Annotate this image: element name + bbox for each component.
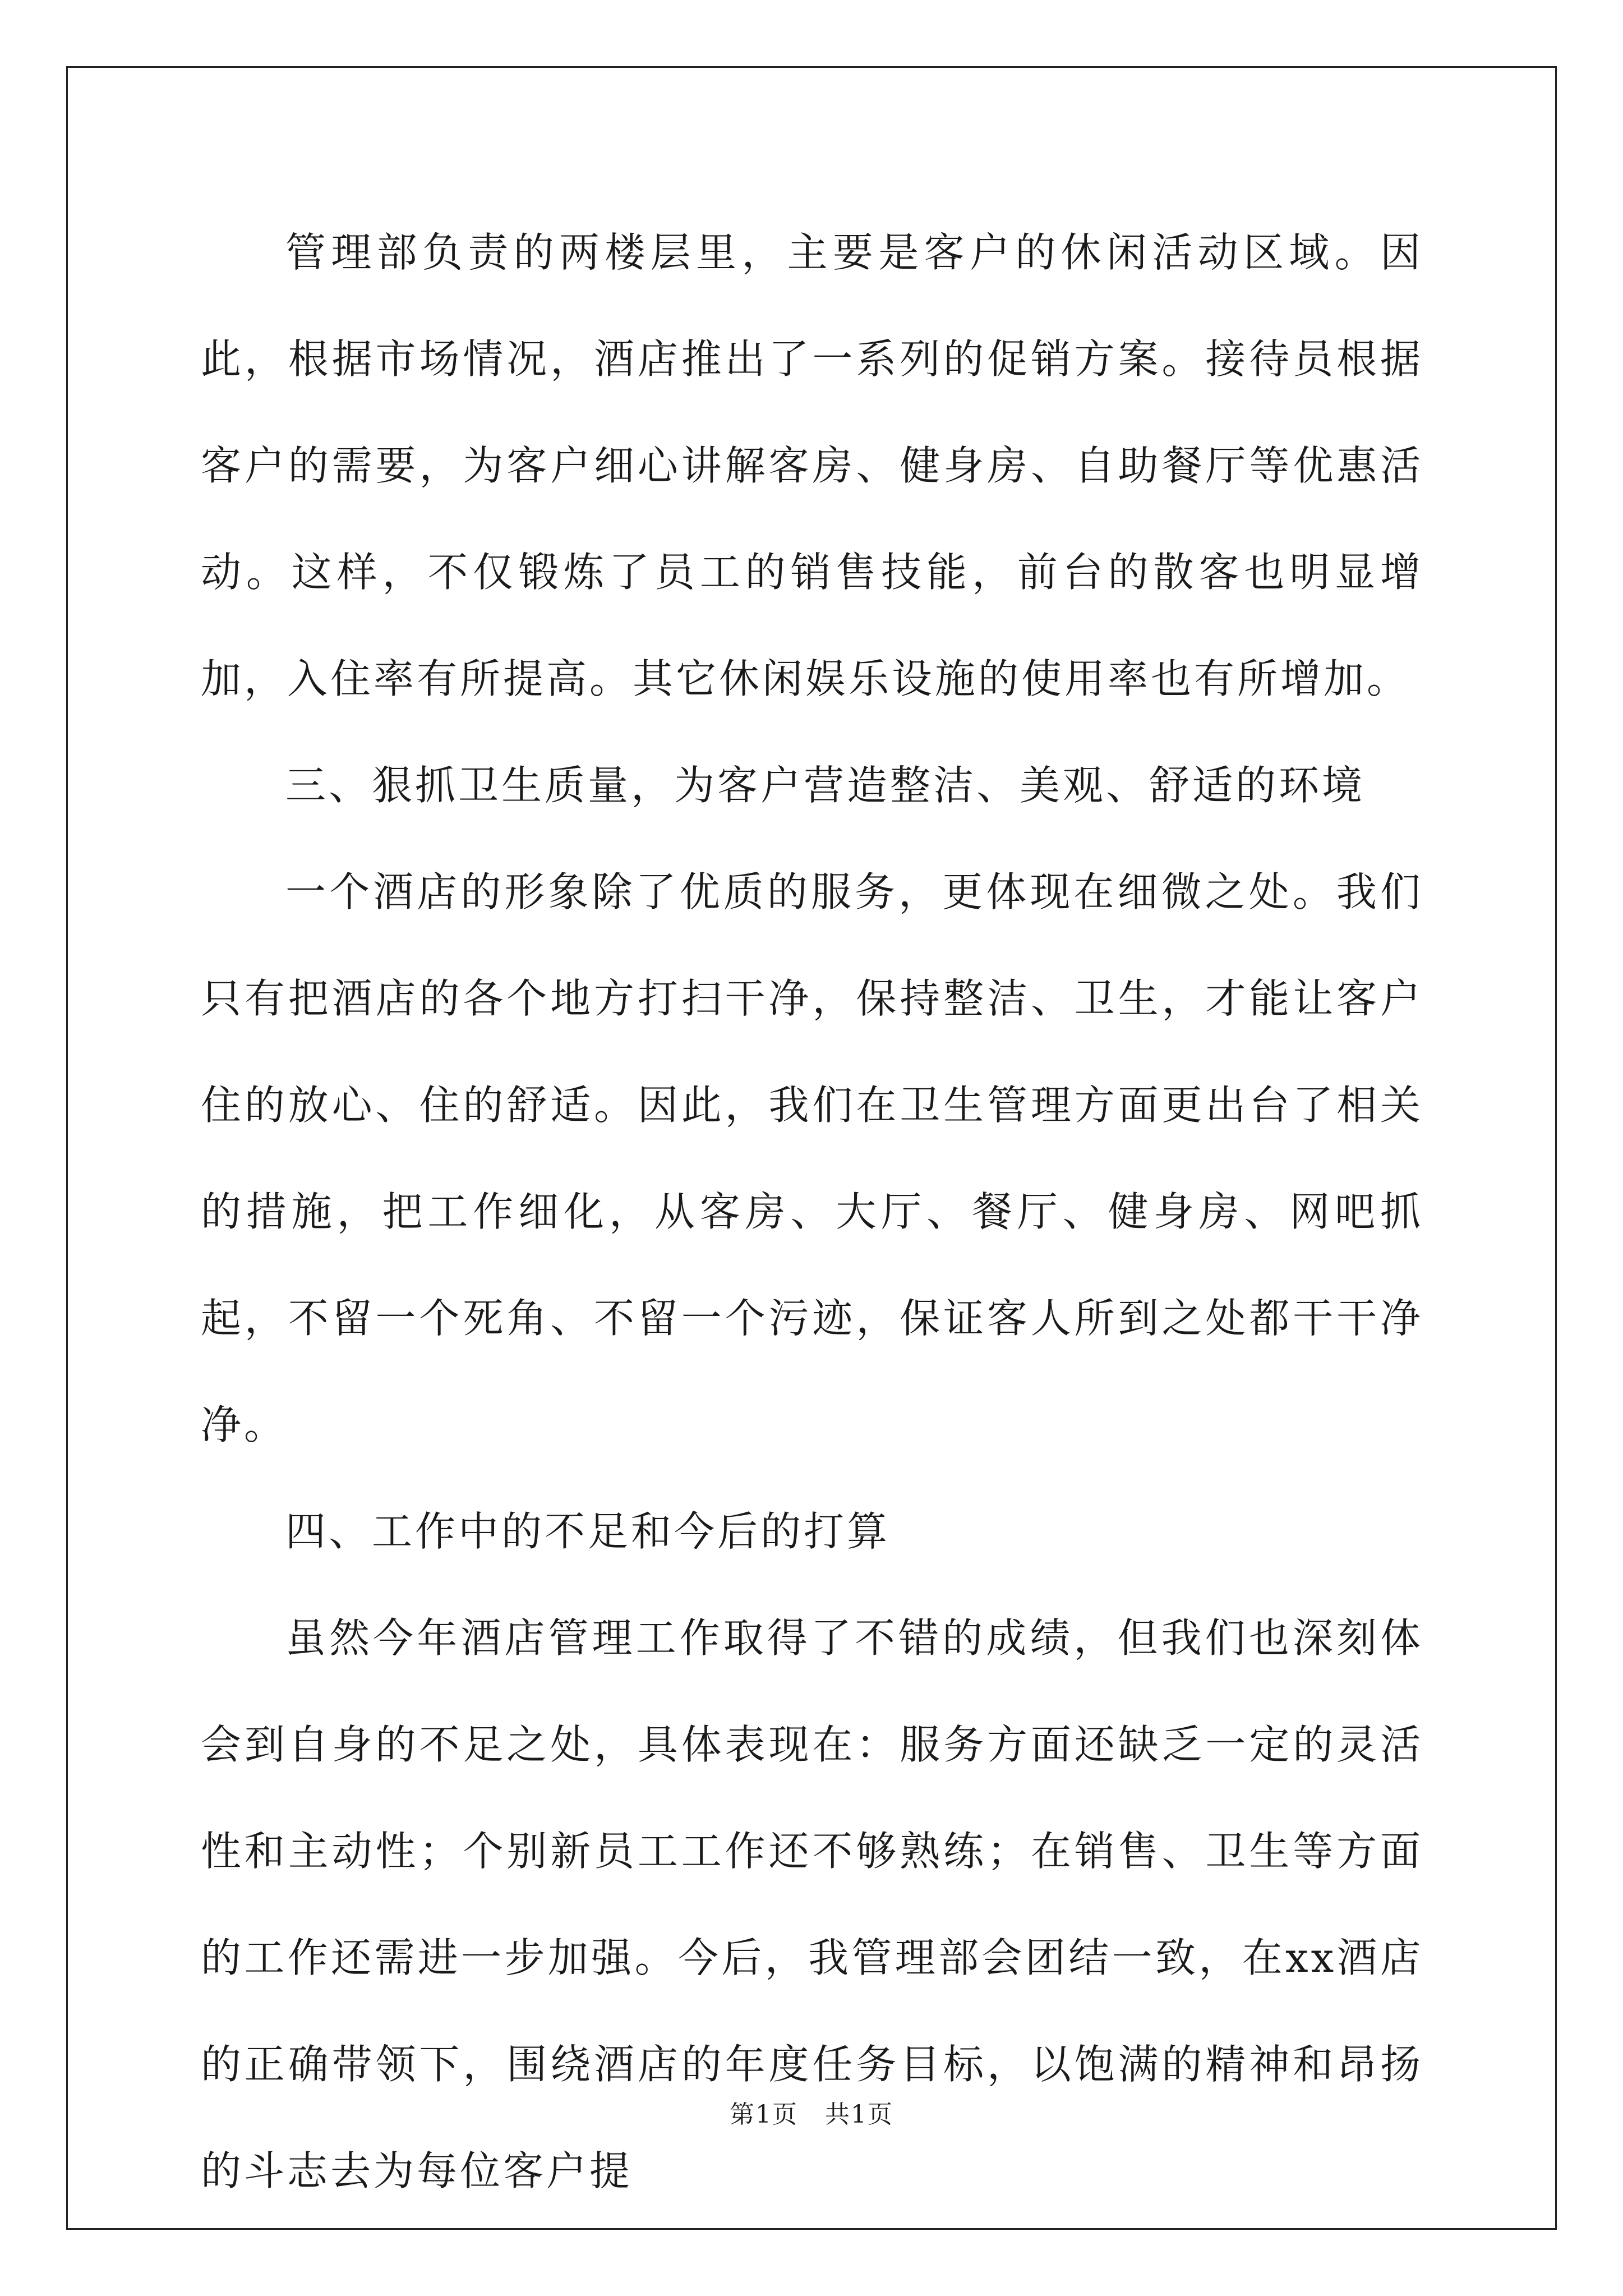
page-number-current: 第1页 bbox=[730, 2100, 798, 2129]
document-body bbox=[201, 199, 1423, 2224]
page-number-total: 共1页 bbox=[825, 2100, 893, 2129]
paragraph-lounge-promotion: 管理部负责的两楼层里，主要是客户的休闲活动区域。因此，根据市场情况，酒店推出了一系列的促销方案。接待员根据客户的需要，为客户细心讲解客房、健身房、自助餐厅等优惠活动。这样，不仅锻炼了员工的销售技能，前台的散客也明显增加，入住率有所提高。其它休闲娱乐设施的使用率也有所增加。 bbox=[201, 229, 1423, 702]
page-footer bbox=[0, 2098, 1623, 2132]
section-heading-shortcomings: 四、工作中的不足和今后的打算 bbox=[285, 1508, 891, 1555]
paragraph-shortcomings-plans: 虽然今年酒店管理工作取得了不错的成绩，但我们也深刻体会到自身的不足之处，具体表现在：服务方面还缺乏一定的灵活性和主动性；个别新员工工作还不够熟练；在销售、卫生等方面的工作还需进一步加强。今后，我管理部会团结一致，在xx酒店的正确带领下，围绕酒店的年度任务目标，以饱满的精神和昂扬的斗志去为每位客户提 bbox=[201, 1614, 1423, 2194]
paragraph-hygiene-measures: 一个酒店的形象除了优质的服务，更体现在细微之处。我们只有把酒店的各个地方打扫干净，保持整洁、卫生，才能让客户住的放心、住的舒适。因此，我们在卫生管理方面更出台了相关的措施，把工作细化，从客房、大厅、餐厅、健身房、网吧抓起，不留一个死角、不留一个污迹，保证客人所到之处都干干净净。 bbox=[201, 868, 1423, 1448]
section-heading-hygiene: 三、狠抓卫生质量，为客户营造整洁、美观、舒适的环境 bbox=[285, 762, 1366, 809]
